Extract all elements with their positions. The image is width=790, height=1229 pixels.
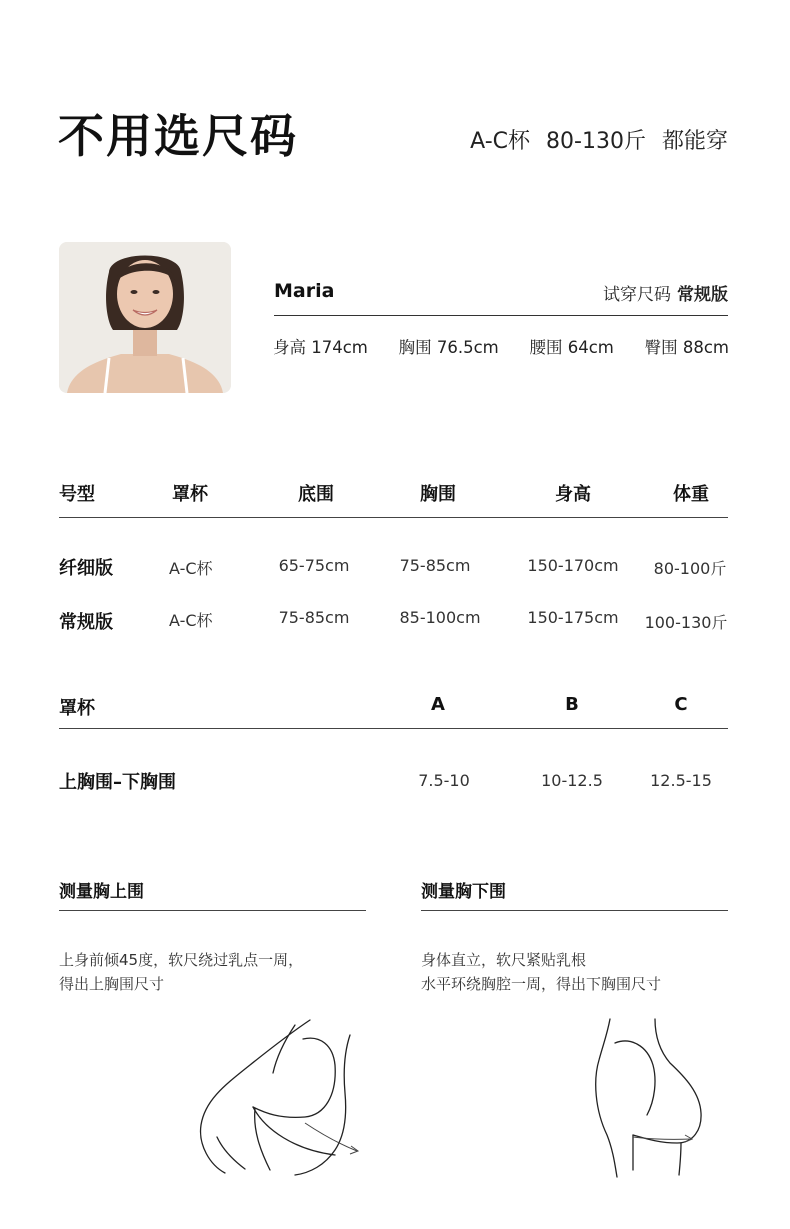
row-height: 150-175cm xyxy=(527,608,619,627)
lower-bust-line-1: 身体直立，软尺紧贴乳根 xyxy=(421,951,587,969)
upper-bust-line-1: 上身前倾45度，软尺绕过乳点一周， xyxy=(59,951,304,969)
cup-range: A-C杯 xyxy=(470,129,531,154)
cup-a-range: 7.5-10 xyxy=(418,771,470,790)
row-cup: A-C杯 xyxy=(169,611,213,630)
row-underband: 65-75cm xyxy=(278,556,350,575)
table-divider xyxy=(59,728,728,729)
size-range-summary xyxy=(470,124,728,155)
row-cup: A-C杯 xyxy=(169,559,213,578)
size-table-header-weight: 体重 xyxy=(673,484,709,505)
cup-table-header-a: A xyxy=(431,694,445,715)
row-type: 常规版 xyxy=(59,612,113,633)
model-hip: 臀围 88cm xyxy=(644,338,729,357)
upper-bust-illustration xyxy=(195,1015,375,1180)
model-bust: 胸围 76.5cm xyxy=(398,338,499,357)
lower-bust-instructions xyxy=(421,948,661,996)
row-weight: 80-100斤 xyxy=(653,559,727,578)
model-height: 身高 174cm xyxy=(273,338,368,357)
model-portrait xyxy=(59,242,231,393)
cup-table-header-c: C xyxy=(674,694,688,715)
fit-all-text: 都能穿 xyxy=(661,129,728,154)
cup-diff-label: 上胸围–下胸围 xyxy=(59,772,176,793)
upper-bust-title: 测量胸上围 xyxy=(59,882,144,902)
cup-table-header-b: B xyxy=(565,694,579,715)
size-table-header-type: 号型 xyxy=(59,484,95,505)
size-table-header-underband: 底围 xyxy=(298,484,334,505)
table-divider xyxy=(59,517,728,518)
row-height: 150-170cm xyxy=(527,556,619,575)
model-measurements xyxy=(273,334,729,358)
model-photo xyxy=(59,242,231,393)
upper-bust-instructions xyxy=(59,948,303,996)
cup-c-range: 12.5-15 xyxy=(650,771,712,790)
divider xyxy=(421,910,728,911)
upper-bust-line-2: 得出上胸围尺寸 xyxy=(59,975,165,993)
weight-range: 80-130斤 xyxy=(546,129,646,154)
row-bust: 85-100cm xyxy=(399,608,481,627)
model-trial-size xyxy=(603,280,728,305)
lower-bust-title: 测量胸下围 xyxy=(421,882,506,902)
trial-size-label: 试穿尺码 xyxy=(603,285,671,305)
page-title: 不用选尺码 xyxy=(58,109,298,163)
lower-bust-line-2: 水平环绕胸腔一周，得出下胸围尺寸 xyxy=(421,975,662,993)
row-bust: 75-85cm xyxy=(399,556,471,575)
trial-size-value: 常规版 xyxy=(677,285,728,305)
cup-table-header-cup: 罩杯 xyxy=(59,698,95,719)
size-table-header-cup: 罩杯 xyxy=(172,484,208,505)
divider xyxy=(274,315,728,316)
size-table-header-height: 身高 xyxy=(555,484,591,505)
divider xyxy=(59,910,366,911)
row-underband: 75-85cm xyxy=(278,608,350,627)
row-type: 纤细版 xyxy=(59,558,113,579)
cup-b-range: 10-12.5 xyxy=(541,771,603,790)
model-name: Maria xyxy=(274,280,335,302)
size-table-header-bust: 胸围 xyxy=(420,484,456,505)
model-waist: 腰围 64cm xyxy=(529,338,614,357)
lower-bust-illustration xyxy=(585,1015,710,1180)
row-weight: 100-130斤 xyxy=(644,613,728,632)
